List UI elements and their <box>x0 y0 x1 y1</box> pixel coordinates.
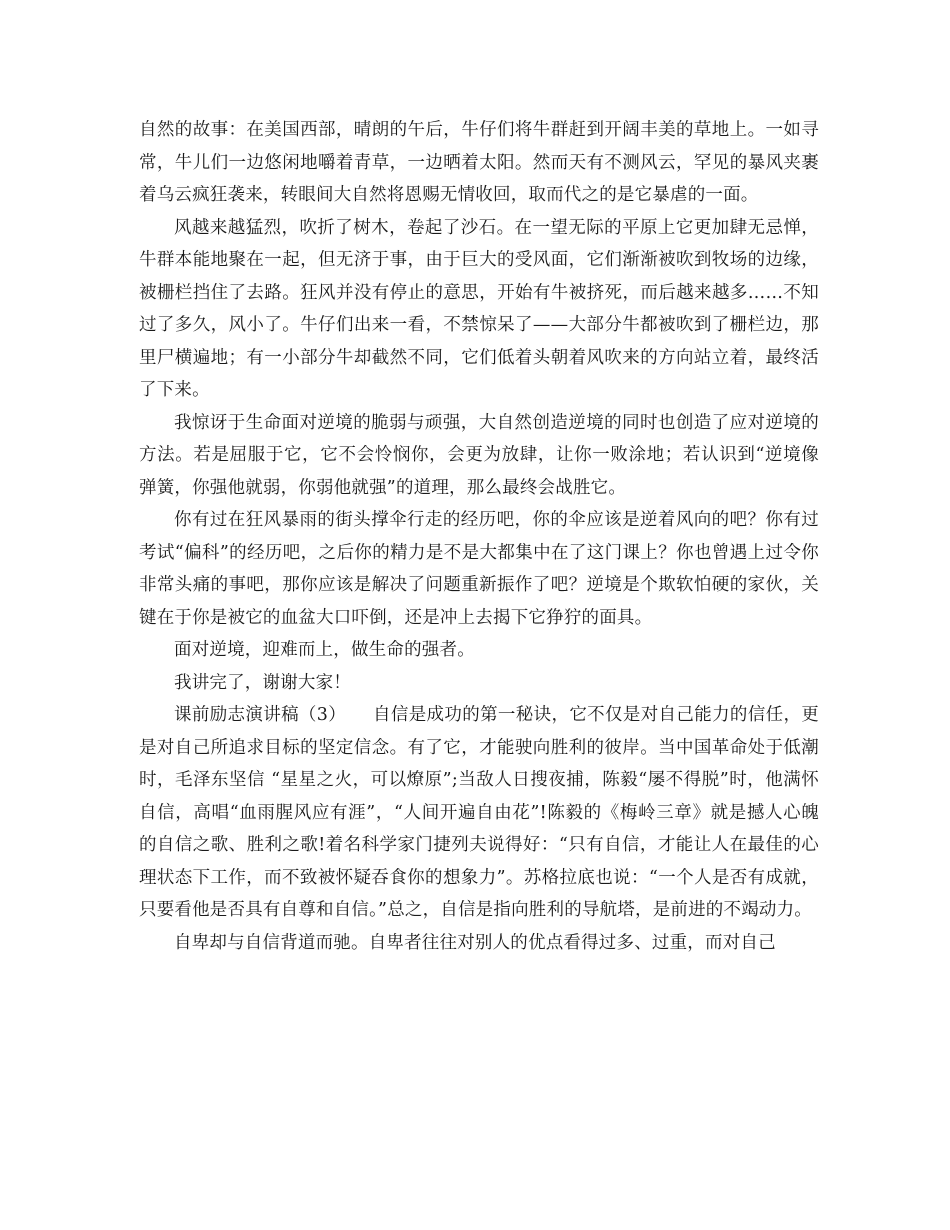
document-body <box>139 114 819 959</box>
paragraph-inferiority: 自卑却与自信背道而驰。自卑者往往对别人的优点看得过多、过重，而对自己 <box>174 932 776 953</box>
paragraph-cowboy-story: 自然的故事：在美国西部，晴朗的午后，牛仔们将牛群赶到开阔丰美的草地上。一如寻常，牛儿们一边悠闲地嚼着青草，一边晒着太阳。然而天有不测风云，罕见的暴风夹裹着乌云疯狂袭来，转眼间大自然将恩赐无情收回，取而代之的是它暴虐的一面。 <box>139 120 819 205</box>
paragraph-strong-life: 面对逆境，迎难而上，做生命的强者。 <box>174 640 475 660</box>
paragraph-umbrella: 你有过在狂风暴雨的街头撑伞行走的经历吧，你的伞应该是逆着风向的吧？你有过考试“偏科”的经历吧，之后你的精力是不是大都集中在了这门课上？你也曾遇上过令你非常头痛的事吧，那你应该是解决了问题重新振作了吧？逆境是个欺软怕硬的家伙，关键在于你是被它的血盆大口吓倒，还是冲上去揭下它狰狞的面具。 <box>139 510 819 628</box>
paragraph-adversity-spring: 我惊讶于生命面对逆境的脆弱与顽强，大自然创造逆境的同时也创造了应对逆境的方法。若是屈服于它，它不会怜悯你，会更为放肆，让你一败涂地；若认识到“逆境像弹簧，你强他就弱，你弱他就强”的道理，那么最终会战胜它。 <box>139 412 819 498</box>
paragraph-storm: 风越来越猛烈，吹折了树木，卷起了沙石。在一望无际的平原上它更加肆无忌惮，牛群本能地聚在一起，但无济于事，由于巨大的受风面，它们渐渐被吹到牧场的边缘，被栅栏挡住了去路。狂风并没有停止的意思，开始有牛被挤死，而后越来越多……不知过了多久，风小了。牛仔们出来一看，不禁惊呆了——大部分牛都被吹到了栅栏边，那里尸横遍地；有一小部分牛却截然不同，它们低着头朝着风吹来的方向站立着，最终活了下来。 <box>139 217 819 400</box>
paragraph-speech-3-confidence: 课前励志演讲稿（3） 自信是成功的第一秘诀，它不仅是对自己能力的信任，更是对自己所追求目标的坚定信念。有了它，才能驶向胜利的彼岸。当中国革命处于低潮时，毛泽东坚信 “星星之火，可以燎原”;当敌人日搜夜捕，陈毅“屡不得脱”时，他满怀自信，高唱“血雨腥风应有涯”，“人间开遍自由花”!陈毅的《梅岭三章》就是撼人心魄的自信之歌、胜利之歌!着名科学家门捷列夫说得好：“只有自信，才能让人在最佳的心理状态下工作，而不致被怀疑吞食你的想象力”。苏格拉底也说：“一个人是否有成就，只要看他是否具有自尊和自信。”总之，自信是指向胜利的导航塔，是前进的不竭动力。 <box>139 705 819 920</box>
paragraph-thanks: 我讲完了，谢谢大家！ <box>174 672 351 693</box>
